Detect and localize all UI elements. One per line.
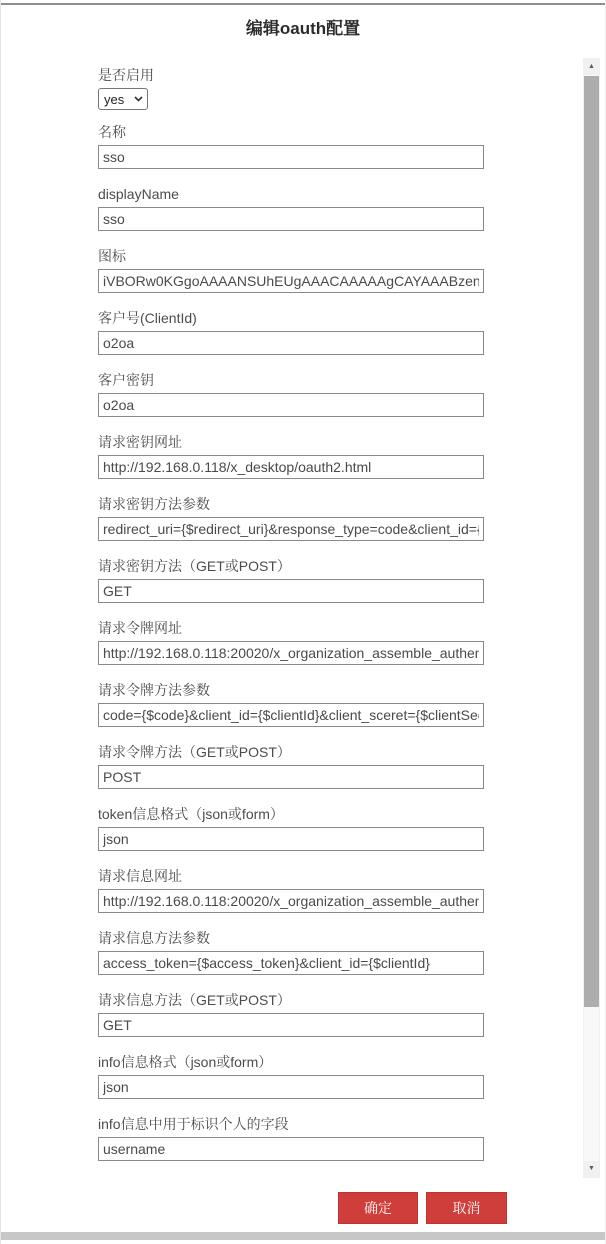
field-input-infoAddress[interactable] [98, 889, 484, 913]
vertical-scrollbar[interactable] [583, 58, 600, 1178]
field-authAddress [98, 432, 584, 479]
field-infoMethodParams [98, 928, 584, 975]
field-displayName [98, 184, 584, 231]
field-infoFormat [98, 1052, 584, 1099]
field-label-tokenFormat: token信息格式（json或form） [98, 806, 284, 822]
field-input-tokenAddress[interactable] [98, 641, 484, 665]
field-label-tokenMethodParams: 请求令牌方法参数 [98, 682, 210, 698]
dialog-title: 编辑oauth配置 [245, 19, 361, 38]
scroll-down-icon[interactable]: ▼ [584, 1161, 599, 1177]
field-input-infoMethod[interactable] [98, 1013, 484, 1037]
field-input-infoMethodParams[interactable] [98, 951, 484, 975]
form-scroll-area [2, 56, 584, 1163]
field-clientSecret [98, 370, 584, 417]
field-label-infoMethod: 请求信息方法（GET或POST） [98, 992, 291, 1008]
field-label-clientId: 客户号(ClientId) [98, 310, 197, 326]
field-label-authAddress: 请求密钥网址 [98, 434, 182, 450]
field-label-name: 名称 [98, 124, 126, 140]
window-bottom-edge [1, 1232, 605, 1240]
field-input-tokenMethod[interactable] [98, 765, 484, 789]
field-input-icon[interactable] [98, 269, 484, 293]
field-input-tokenMethodParams[interactable] [98, 703, 484, 727]
field-authMethodParams [98, 494, 584, 541]
field-label-enabled: 是否启用 [98, 67, 154, 83]
field-label-tokenMethod: 请求令牌方法（GET或POST） [98, 744, 291, 760]
field-input-infoField[interactable] [98, 1137, 484, 1161]
field-enabled [98, 66, 584, 110]
field-name [98, 122, 584, 169]
window-top-border [1, 3, 605, 5]
field-tokenAddress [98, 618, 584, 665]
field-input-authMethodParams[interactable] [98, 517, 484, 541]
field-clientId [98, 308, 584, 355]
oauth-form [98, 66, 584, 1161]
field-label-authMethodParams: 请求密钥方法参数 [98, 496, 210, 512]
field-label-clientSecret: 客户密钥 [98, 372, 154, 388]
field-infoMethod [98, 990, 584, 1037]
ok-button[interactable]: 确定 [338, 1192, 418, 1224]
field-select-enabled[interactable] [98, 88, 148, 110]
field-tokenMethodParams [98, 680, 584, 727]
field-label-authMethod: 请求密钥方法（GET或POST） [98, 558, 291, 574]
cancel-button[interactable]: 取消 [426, 1192, 507, 1224]
field-label-icon: 图标 [98, 248, 126, 264]
field-input-clientId[interactable] [98, 331, 484, 355]
scrollbar-thumb[interactable] [584, 76, 599, 1007]
field-label-tokenAddress: 请求令牌网址 [98, 620, 182, 636]
field-label-displayName: displayName [98, 186, 179, 202]
field-input-infoFormat[interactable] [98, 1075, 484, 1099]
field-icon [98, 246, 584, 293]
field-tokenMethod [98, 742, 584, 789]
field-infoField [98, 1114, 584, 1161]
field-label-infoMethodParams: 请求信息方法参数 [98, 930, 210, 946]
field-input-tokenFormat[interactable] [98, 827, 484, 851]
scroll-up-icon[interactable]: ▲ [584, 59, 599, 75]
field-authMethod [98, 556, 584, 603]
field-input-authMethod[interactable] [98, 579, 484, 603]
field-input-authAddress[interactable] [98, 455, 484, 479]
field-label-infoFormat: info信息格式（json或form） [98, 1054, 273, 1070]
field-tokenFormat [98, 804, 584, 851]
field-infoAddress [98, 866, 584, 913]
field-input-name[interactable] [98, 145, 484, 169]
field-label-infoAddress: 请求信息网址 [98, 868, 182, 884]
field-input-displayName[interactable] [98, 207, 484, 231]
field-input-clientSecret[interactable] [98, 393, 484, 417]
field-label-infoField: info信息中用于标识个人的字段 [98, 1116, 289, 1132]
